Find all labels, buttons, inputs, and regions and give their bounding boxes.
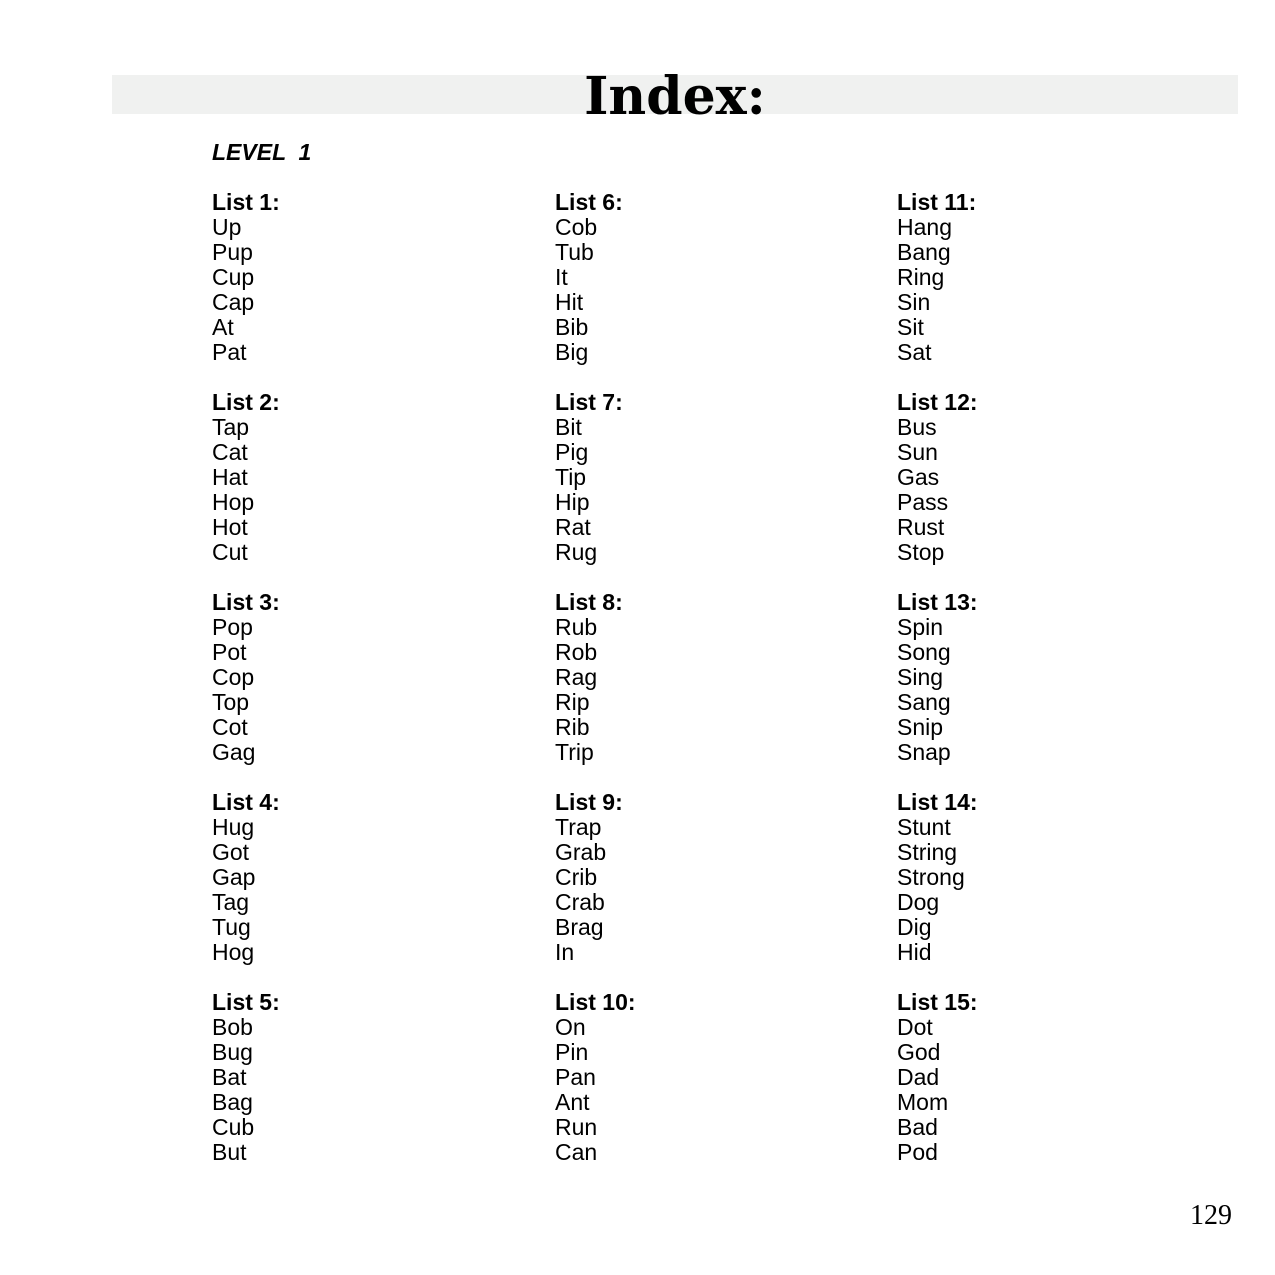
word-item: Hang: [897, 214, 952, 240]
word-list: [897, 790, 1197, 965]
word-list: [897, 990, 1197, 1165]
word-item: Cut: [212, 539, 248, 565]
list-title: List 11:: [897, 189, 977, 215]
word-list: [555, 990, 855, 1165]
word-item: Grab: [555, 839, 607, 865]
word-item: Snip: [897, 714, 944, 740]
word-item: Bug: [212, 1039, 253, 1065]
word-item: But: [212, 1139, 247, 1165]
word-item: Snap: [897, 739, 951, 765]
word-item: Cat: [212, 439, 248, 465]
word-item: Pod: [897, 1139, 938, 1165]
word-item: Cup: [212, 264, 255, 290]
list-title: List 6:: [555, 189, 623, 215]
word-item: Trip: [555, 739, 594, 765]
word-item: Tip: [555, 464, 587, 490]
word-item: It: [555, 264, 568, 290]
word-item: Pan: [555, 1064, 596, 1090]
word-item: Rib: [555, 714, 590, 740]
word-item: Cop: [212, 664, 255, 690]
word-item: Got: [212, 839, 250, 865]
word-items: [212, 615, 512, 765]
word-item: Gas: [897, 464, 940, 490]
word-item: Hop: [212, 489, 255, 515]
word-item: Spin: [897, 614, 944, 640]
word-item: Hat: [212, 464, 248, 490]
word-items: [212, 815, 512, 965]
word-items: [897, 615, 1197, 765]
word-item: Rub: [555, 614, 598, 640]
word-item: Tug: [212, 914, 251, 940]
word-item: Tub: [555, 239, 594, 265]
word-list: [555, 190, 855, 365]
list-title: List 13:: [897, 589, 978, 615]
word-item: Stop: [897, 539, 945, 565]
word-list: [212, 390, 512, 565]
word-item: Song: [897, 639, 951, 665]
word-items: [897, 815, 1197, 965]
word-item: Pat: [212, 339, 247, 365]
list-title: List 1:: [212, 189, 280, 215]
list-title: List 2:: [212, 389, 280, 415]
word-item: Cot: [212, 714, 248, 740]
word-item: Pot: [212, 639, 247, 665]
word-item: Gap: [212, 864, 256, 890]
word-item: Trap: [555, 814, 602, 840]
page-title: Index:: [584, 66, 766, 127]
word-item: Bad: [897, 1114, 938, 1140]
word-item: Gag: [212, 739, 256, 765]
list-title: List 9:: [555, 789, 623, 815]
word-items: [897, 1015, 1197, 1165]
word-list: [897, 190, 1197, 365]
word-list: [212, 590, 512, 765]
word-item: Bob: [212, 1014, 253, 1040]
word-item: Rug: [555, 539, 598, 565]
word-item: Can: [555, 1139, 598, 1165]
list-title: List 7:: [555, 389, 623, 415]
word-item: Bib: [555, 314, 589, 340]
word-item: Sing: [897, 664, 944, 690]
word-items: [555, 815, 855, 965]
word-item: Dad: [897, 1064, 940, 1090]
page-number: 129: [1190, 1200, 1232, 1231]
word-item: Bus: [897, 414, 937, 440]
word-item: Hid: [897, 939, 932, 965]
list-title: List 5:: [212, 989, 280, 1015]
word-item: Dog: [897, 889, 940, 915]
word-item: Ring: [897, 264, 945, 290]
word-item: Pin: [555, 1039, 589, 1065]
word-item: Strong: [897, 864, 965, 890]
word-item: Bang: [897, 239, 951, 265]
word-item: Pass: [897, 489, 949, 515]
word-item: Pig: [555, 439, 589, 465]
word-item: Top: [212, 689, 250, 715]
word-item: On: [555, 1014, 586, 1040]
word-list: [897, 390, 1197, 565]
word-items: [555, 615, 855, 765]
word-item: Up: [212, 214, 242, 240]
word-item: Pup: [212, 239, 253, 265]
word-item: Run: [555, 1114, 598, 1140]
word-item: Rob: [555, 639, 598, 665]
list-title: List 10:: [555, 989, 636, 1015]
word-item: Ant: [555, 1089, 590, 1115]
word-item: Sat: [897, 339, 932, 365]
word-list: [212, 790, 512, 965]
word-item: Cub: [212, 1114, 255, 1140]
word-items: [555, 1015, 855, 1165]
word-item: Rust: [897, 514, 945, 540]
word-item: Pop: [212, 614, 253, 640]
word-item: Stunt: [897, 814, 951, 840]
word-items: [212, 415, 512, 565]
word-items: [555, 415, 855, 565]
word-list: [555, 590, 855, 765]
word-item: At: [212, 314, 234, 340]
word-item: Rip: [555, 689, 590, 715]
word-item: Rag: [555, 664, 598, 690]
list-title: List 12:: [897, 389, 978, 415]
word-list: [897, 590, 1197, 765]
word-item: Brag: [555, 914, 604, 940]
word-items: [555, 215, 855, 365]
word-list: [212, 990, 512, 1165]
word-item: Dig: [897, 914, 932, 940]
word-item: Rat: [555, 514, 591, 540]
word-item: Hug: [212, 814, 255, 840]
word-item: Hit: [555, 289, 584, 315]
word-item: Hot: [212, 514, 248, 540]
word-item: Bag: [212, 1089, 253, 1115]
word-list: [212, 190, 512, 365]
word-list: [555, 790, 855, 965]
word-item: Big: [555, 339, 589, 365]
word-item: Tap: [212, 414, 250, 440]
word-item: Hog: [212, 939, 255, 965]
list-title: List 15:: [897, 989, 978, 1015]
word-item: Sun: [897, 439, 938, 465]
word-items: [897, 415, 1197, 565]
word-item: Hip: [555, 489, 590, 515]
list-title: List 8:: [555, 589, 623, 615]
word-item: Crib: [555, 864, 598, 890]
word-item: Crab: [555, 889, 605, 915]
word-items: [212, 215, 512, 365]
word-item: Sit: [897, 314, 924, 340]
word-item: Cob: [555, 214, 598, 240]
list-title: List 3:: [212, 589, 280, 615]
word-item: Bat: [212, 1064, 247, 1090]
word-item: God: [897, 1039, 941, 1065]
word-item: String: [897, 839, 958, 865]
word-item: Mom: [897, 1089, 949, 1115]
word-item: Sin: [897, 289, 931, 315]
word-item: Sang: [897, 689, 951, 715]
list-title: List 4:: [212, 789, 280, 815]
word-item: Bit: [555, 414, 582, 440]
word-item: In: [555, 939, 575, 965]
word-items: [212, 1015, 512, 1165]
word-item: Dot: [897, 1014, 933, 1040]
word-item: Cap: [212, 289, 255, 315]
word-items: [897, 215, 1197, 365]
list-title: List 14:: [897, 789, 978, 815]
word-item: Tag: [212, 889, 250, 915]
level-heading: LEVEL 1: [212, 139, 312, 165]
word-list: [555, 390, 855, 565]
